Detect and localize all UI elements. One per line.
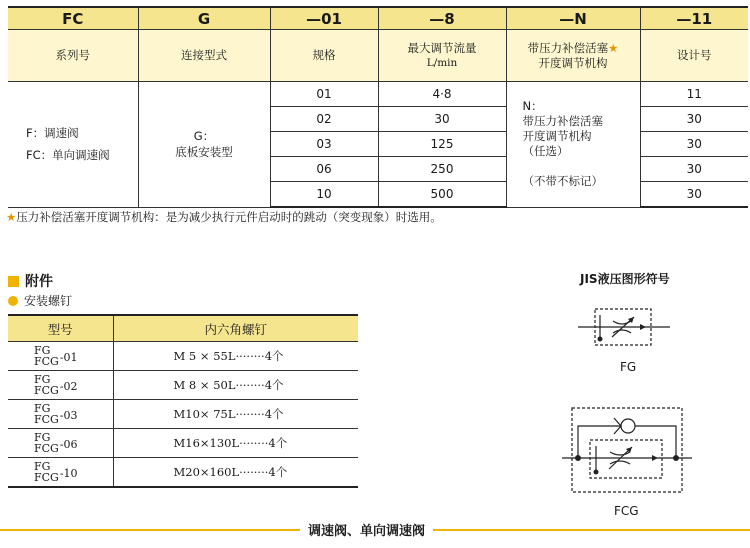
option-none: （不带不标记） bbox=[522, 174, 603, 189]
model-fg: FG bbox=[34, 373, 51, 386]
model-suffix: -01 bbox=[59, 350, 78, 364]
flow-cell: 125 bbox=[378, 132, 506, 157]
circle-bullet-icon bbox=[8, 296, 18, 306]
header-flow-unit: L/min bbox=[426, 56, 458, 69]
model-cell bbox=[8, 371, 113, 400]
screw-cell: M16×130L········4个 bbox=[113, 429, 358, 458]
code-connection: G bbox=[138, 7, 270, 30]
connection-code: G： bbox=[193, 129, 215, 144]
header-option-line1: 带压力补偿活塞 bbox=[527, 40, 609, 55]
header-row bbox=[8, 30, 748, 82]
size-cell: 01 bbox=[270, 82, 378, 107]
header-design: 设计号 bbox=[640, 30, 748, 82]
fg-symbol-label: FG bbox=[620, 360, 637, 374]
footnote bbox=[6, 209, 442, 225]
footnote-text: 压力补偿活塞开度调节机构：是为减少执行元件启动时的跳动（突变现象）时选用。 bbox=[16, 210, 442, 224]
design-cell: 30 bbox=[640, 132, 748, 157]
model-cell bbox=[8, 400, 113, 429]
header-option bbox=[506, 30, 640, 82]
table-row bbox=[8, 82, 748, 107]
connection-desc: 底板安装型 bbox=[175, 145, 233, 160]
fcg-symbol-label: FCG bbox=[614, 504, 639, 518]
star-icon: ★ bbox=[6, 210, 17, 224]
model-fg: FG bbox=[34, 344, 51, 357]
header-flow bbox=[378, 30, 506, 82]
model-fcg: FCG bbox=[34, 442, 59, 455]
model-suffix: -10 bbox=[59, 466, 78, 480]
screw-cell: M10× 75L········4个 bbox=[113, 400, 358, 429]
series-f: F：调速阀 bbox=[26, 126, 79, 141]
model-fcg: FCG bbox=[34, 384, 59, 397]
table-row bbox=[8, 400, 358, 429]
header-flow-label: 最大调节流量 bbox=[407, 40, 477, 55]
connection-cell bbox=[138, 82, 270, 208]
size-cell: 06 bbox=[270, 157, 378, 182]
series-cell bbox=[8, 82, 138, 208]
model-fg: FG bbox=[34, 460, 51, 473]
model-cell bbox=[8, 342, 113, 371]
series-fc: FC：单向调速阀 bbox=[26, 148, 110, 163]
table-row bbox=[8, 371, 358, 400]
size-cell: 10 bbox=[270, 182, 378, 208]
jis-symbol-title: JIS液压图形符号 bbox=[580, 272, 670, 286]
model-fcg: FCG bbox=[34, 355, 59, 368]
model-cell bbox=[8, 429, 113, 458]
star-icon: ★ bbox=[608, 40, 619, 55]
model-code-table bbox=[8, 6, 748, 208]
header-connection: 连接型式 bbox=[138, 30, 270, 82]
footer-title: 调速阀、单向调速阀 bbox=[300, 520, 433, 539]
design-cell: 30 bbox=[640, 157, 748, 182]
accessories-subtitle bbox=[8, 292, 72, 309]
header-size: 规格 bbox=[270, 30, 378, 82]
size-cell: 02 bbox=[270, 107, 378, 132]
header-screw: 内六角螺钉 bbox=[113, 315, 358, 342]
model-fcg: FCG bbox=[34, 471, 59, 484]
screw-header-row bbox=[8, 315, 358, 342]
model-suffix: -03 bbox=[59, 408, 78, 422]
flow-cell: 250 bbox=[378, 157, 506, 182]
code-series: FC bbox=[8, 7, 138, 30]
option-optional: （任选） bbox=[522, 144, 569, 159]
table-row bbox=[8, 429, 358, 458]
code-size: —01 bbox=[270, 7, 378, 30]
code-option: —N bbox=[506, 7, 640, 30]
square-bullet-icon bbox=[8, 276, 19, 287]
accessories-title bbox=[8, 271, 53, 291]
header-model: 型号 bbox=[8, 315, 113, 342]
model-cell bbox=[8, 458, 113, 488]
design-cell: 30 bbox=[640, 107, 748, 132]
table-row bbox=[8, 458, 358, 488]
accessories-subtitle-text: 安装螺钉 bbox=[24, 294, 73, 308]
code-flow: —8 bbox=[378, 7, 506, 30]
option-line2: 开度调节机构 bbox=[522, 129, 592, 144]
model-fg: FG bbox=[34, 402, 51, 415]
flow-cell: 30 bbox=[378, 107, 506, 132]
flow-cell: 4·8 bbox=[378, 82, 506, 107]
screw-cell: M 5 × 55L········4个 bbox=[113, 342, 358, 371]
option-code: N： bbox=[522, 99, 543, 114]
design-cell: 11 bbox=[640, 82, 748, 107]
header-option-line2: 开度调节机构 bbox=[538, 55, 608, 70]
header-series: 系列号 bbox=[8, 30, 138, 82]
flow-cell: 500 bbox=[378, 182, 506, 208]
fg-symbol-icon bbox=[560, 305, 690, 353]
model-fcg: FCG bbox=[34, 413, 59, 426]
fcg-symbol-icon bbox=[562, 400, 692, 500]
model-fg: FG bbox=[34, 431, 51, 444]
table-row bbox=[8, 342, 358, 371]
option-line1: 带压力补偿活塞 bbox=[522, 114, 603, 129]
code-row bbox=[8, 7, 748, 30]
model-suffix: -02 bbox=[59, 379, 78, 393]
code-design: —11 bbox=[640, 7, 748, 30]
option-cell bbox=[506, 82, 640, 208]
accessories-title-text: 附件 bbox=[25, 274, 53, 290]
screw-cell: M20×160L········4个 bbox=[113, 458, 358, 488]
size-cell: 03 bbox=[270, 132, 378, 157]
screw-cell: M 8 × 50L········4个 bbox=[113, 371, 358, 400]
model-suffix: -06 bbox=[59, 437, 78, 451]
screw-table bbox=[8, 314, 358, 488]
design-cell: 30 bbox=[640, 182, 748, 208]
